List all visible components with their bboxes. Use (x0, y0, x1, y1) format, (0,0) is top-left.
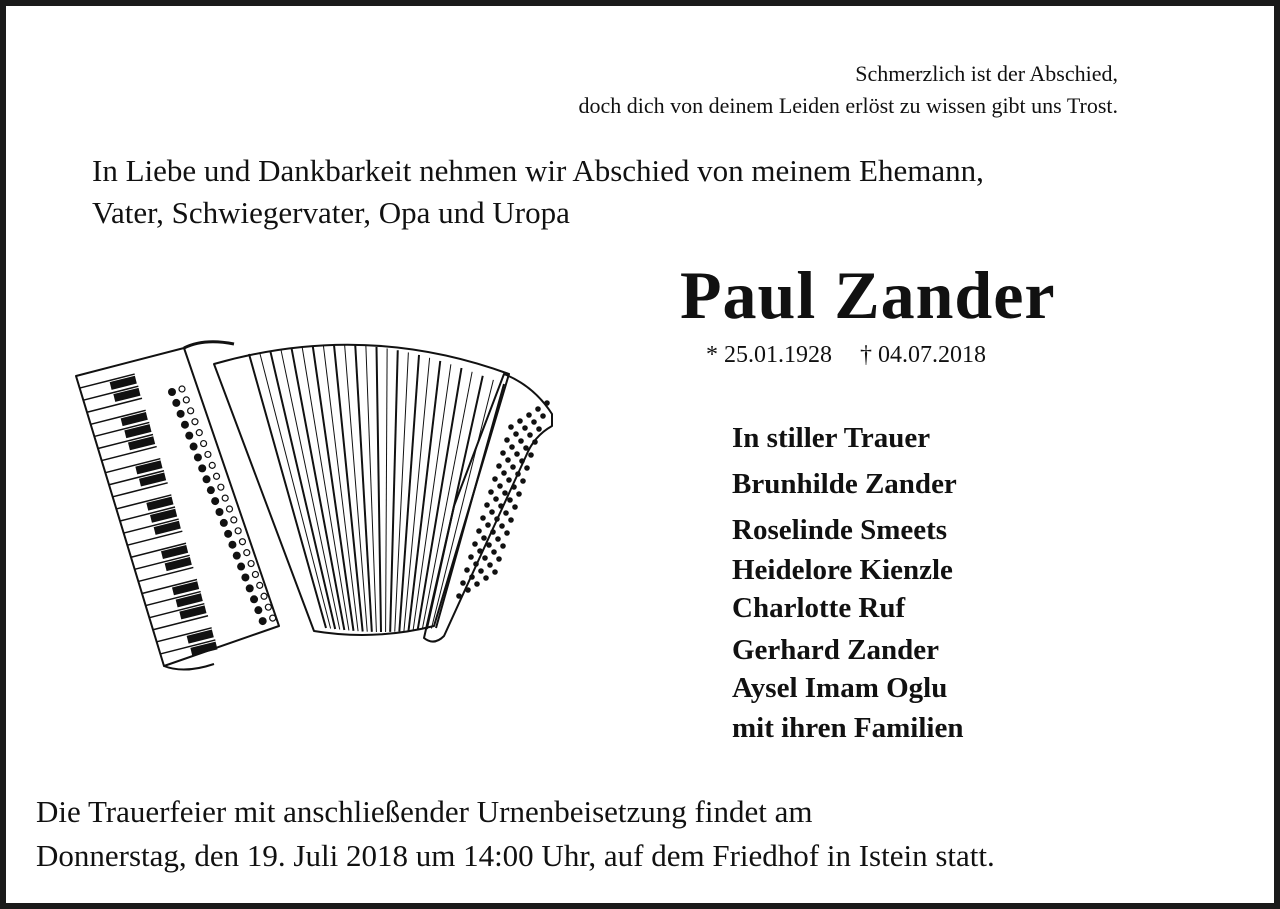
mourner-line: mit ihren Familien (732, 712, 964, 744)
mourner-line: Aysel Imam Oglu (732, 672, 948, 704)
motto-line-1: Schmerzlich ist der Abschied, (855, 61, 1118, 86)
funeral-line-2: Donnerstag, den 19. Juli 2018 um 14:00 Uhr, auf dem Friedhof in Istein statt. (36, 838, 995, 873)
funeral-info (36, 790, 995, 878)
mourner-line: Charlotte Ruf (732, 592, 906, 624)
intro-line-2: Vater, Schwiegervater, Opa und Uropa (92, 195, 570, 230)
accordion-icon (64, 326, 564, 676)
intro-line-1: In Liebe und Dankbarkeit nehmen wir Abschied von meinem Ehemann, (92, 153, 984, 188)
deceased-name: Paul Zander (680, 257, 1056, 333)
intro-text (92, 150, 984, 234)
mourner-line: Brunhilde Zander (732, 468, 957, 500)
funeral-line-1: Die Trauerfeier mit anschließender Urnenbeisetzung findet am (36, 794, 813, 829)
life-dates (706, 342, 986, 369)
mourner-line: Gerhard Zander (732, 634, 940, 666)
mourners-list (732, 422, 963, 752)
motto-line-2: doch dich von deinem Leiden erlöst zu wissen gibt uns Trost. (578, 93, 1118, 118)
mourner-line: Heidelore Kienzle (732, 554, 953, 586)
birth-date: * 25.01.1928 (706, 342, 832, 368)
motto-quote (578, 58, 1118, 122)
death-date: † 04.07.2018 (860, 342, 986, 368)
mourner-line: Roselinde Smeets (732, 514, 948, 546)
mourner-line: In stiller Trauer (732, 422, 931, 454)
